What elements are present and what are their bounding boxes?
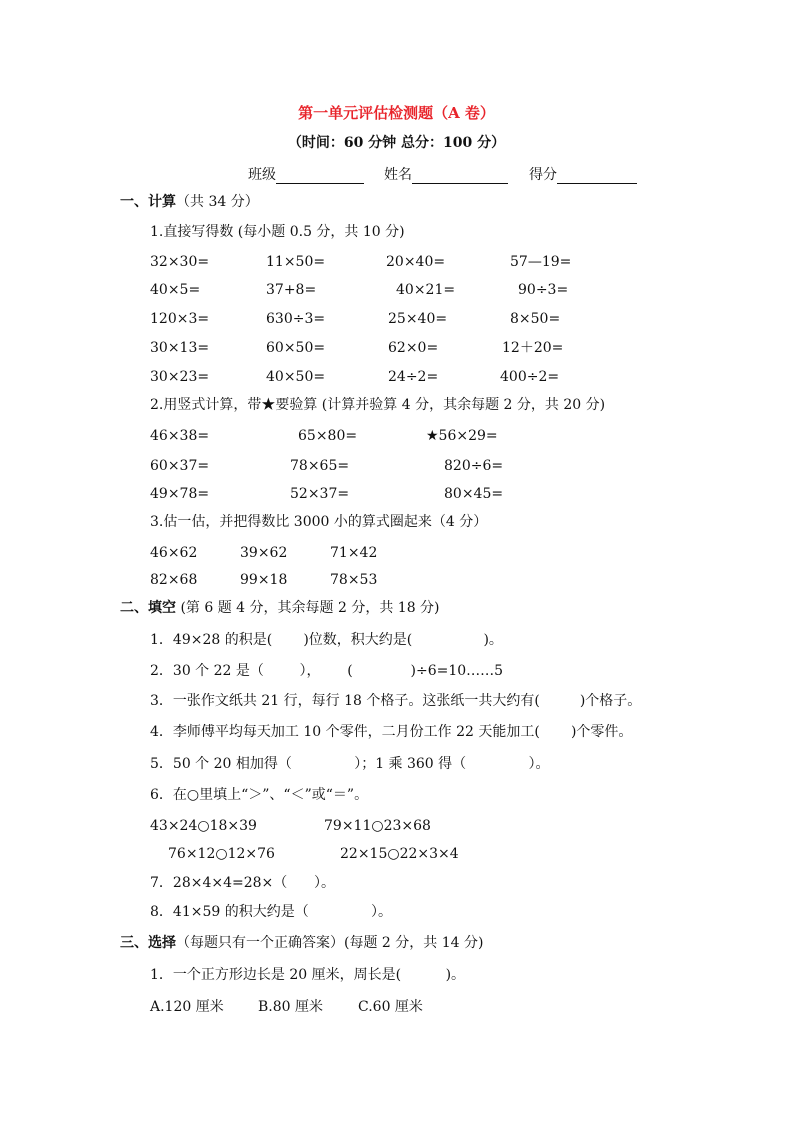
fill-item: 4．李师傅平均每天加工 10 个零件，二月份工作 22 天能加工( )个零件。	[150, 724, 633, 740]
section-heading	[120, 193, 259, 211]
estimate-item[interactable]: 46×62	[150, 545, 198, 561]
calc-item: 40×5=	[150, 282, 201, 298]
calc-item: 20×40=	[386, 254, 446, 270]
score-label: 得分	[529, 167, 557, 183]
estimate-item[interactable]: 71×42	[330, 545, 378, 561]
question-title: 3.估一估，并把得数比 3000 小的算式圈起来（4 分）	[150, 514, 488, 530]
calc-item: 60×37=	[150, 458, 210, 474]
section-2-note: (第 6 题 4 分，其余每题 2 分，共 18 分)	[176, 600, 440, 616]
calc-item: 12＋20=	[502, 340, 564, 356]
calc-item: 11×50=	[266, 254, 326, 270]
calc-item: 30×23=	[150, 369, 210, 385]
calc-item: 630÷3=	[266, 311, 326, 327]
calc-item: 400÷2=	[500, 369, 560, 385]
calc-item: 120×3=	[150, 311, 210, 327]
page-title: 第一单元评估检测题（A 卷）	[298, 104, 495, 122]
calc-item: 62×0=	[388, 340, 439, 356]
calc-item: 40×21=	[396, 282, 456, 298]
calc-item: 90÷3=	[518, 282, 569, 298]
estimate-item[interactable]: 82×68	[150, 572, 198, 588]
section-3-note: （每题只有一个正确答案）(每题 2 分，共 14 分)	[176, 935, 484, 951]
calc-item: 820÷6=	[444, 458, 504, 474]
fill-item: 3．一张作文纸共 21 行，每行 18 个格子。这张纸一共大约有( )个格子。	[150, 693, 642, 709]
calc-item: 24÷2=	[388, 369, 439, 385]
calc-item: 52×37=	[290, 486, 350, 502]
section-2-title: 二、填空	[120, 600, 176, 616]
question-title: 2.用竖式计算，带★要验算 (计算并验算 4 分，其余每题 2 分，共 20 分)	[150, 397, 606, 413]
fill-item: 7．28×4×4=28×（ ）。	[150, 875, 335, 891]
question-title: 1.直接写得数 (每小题 0.5 分，共 10 分)	[150, 224, 405, 240]
calc-item: 25×40=	[388, 311, 448, 327]
compare-item[interactable]: 79×11○23×68	[324, 818, 431, 834]
name-blank[interactable]	[412, 168, 508, 184]
section-heading	[120, 599, 440, 617]
section-1-title: 一、计算	[120, 194, 176, 210]
section-heading	[120, 934, 483, 952]
class-field[interactable]	[248, 166, 364, 184]
calc-item: 40×50=	[266, 369, 326, 385]
compare-item[interactable]: 76×12○12×76	[168, 846, 275, 862]
calc-item: 8×50=	[510, 311, 561, 327]
class-blank[interactable]	[276, 168, 364, 184]
choice-question: 1．一个正方形边长是 20 厘米，周长是( )。	[150, 967, 466, 983]
calc-item: 32×30=	[150, 254, 210, 270]
fill-item: 8．41×59 的积大约是（ ）。	[150, 904, 393, 920]
class-label: 班级	[248, 167, 276, 183]
score-field[interactable]	[529, 166, 637, 184]
calc-item: 65×80=	[298, 428, 358, 444]
compare-item[interactable]: 43×24○18×39	[150, 818, 257, 834]
section-3-title: 三、选择	[120, 935, 176, 951]
name-field[interactable]	[384, 166, 508, 184]
choice-option-a[interactable]: A.120 厘米	[150, 999, 224, 1015]
calc-item: 80×45=	[444, 486, 504, 502]
calc-item: 57—19=	[510, 254, 572, 270]
score-blank[interactable]	[557, 168, 637, 184]
estimate-item[interactable]: 78×53	[330, 572, 378, 588]
fill-item: 6．在○里填上“＞”、“＜”或“＝”。	[150, 787, 369, 803]
calc-item: 78×65=	[290, 458, 350, 474]
choice-option-b[interactable]: B.80 厘米	[258, 999, 324, 1015]
fill-item: 2．30 个 22 是（ ）， ( )÷6=10……5	[150, 663, 504, 679]
estimate-item[interactable]: 99×18	[240, 572, 288, 588]
fill-item: 5．50 个 20 相加得（ ）；1 乘 360 得（ ）。	[150, 756, 550, 772]
calc-item: 49×78=	[150, 486, 210, 502]
section-1-note: （共 34 分）	[176, 194, 259, 210]
calc-item: 46×38=	[150, 428, 210, 444]
calc-item: 37+8=	[266, 282, 317, 298]
name-label: 姓名	[384, 167, 412, 183]
calc-item: ★56×29=	[426, 428, 498, 444]
choice-option-c[interactable]: C.60 厘米	[358, 999, 423, 1015]
exam-info: （时间：60 分钟 总分：100 分）	[287, 135, 506, 151]
estimate-item[interactable]: 39×62	[240, 545, 288, 561]
calc-item: 60×50=	[266, 340, 326, 356]
compare-item[interactable]: 22×15○22×3×4	[340, 846, 459, 862]
calc-item: 30×13=	[150, 340, 210, 356]
fill-item: 1．49×28 的积是( )位数，积大约是( )。	[150, 632, 503, 648]
